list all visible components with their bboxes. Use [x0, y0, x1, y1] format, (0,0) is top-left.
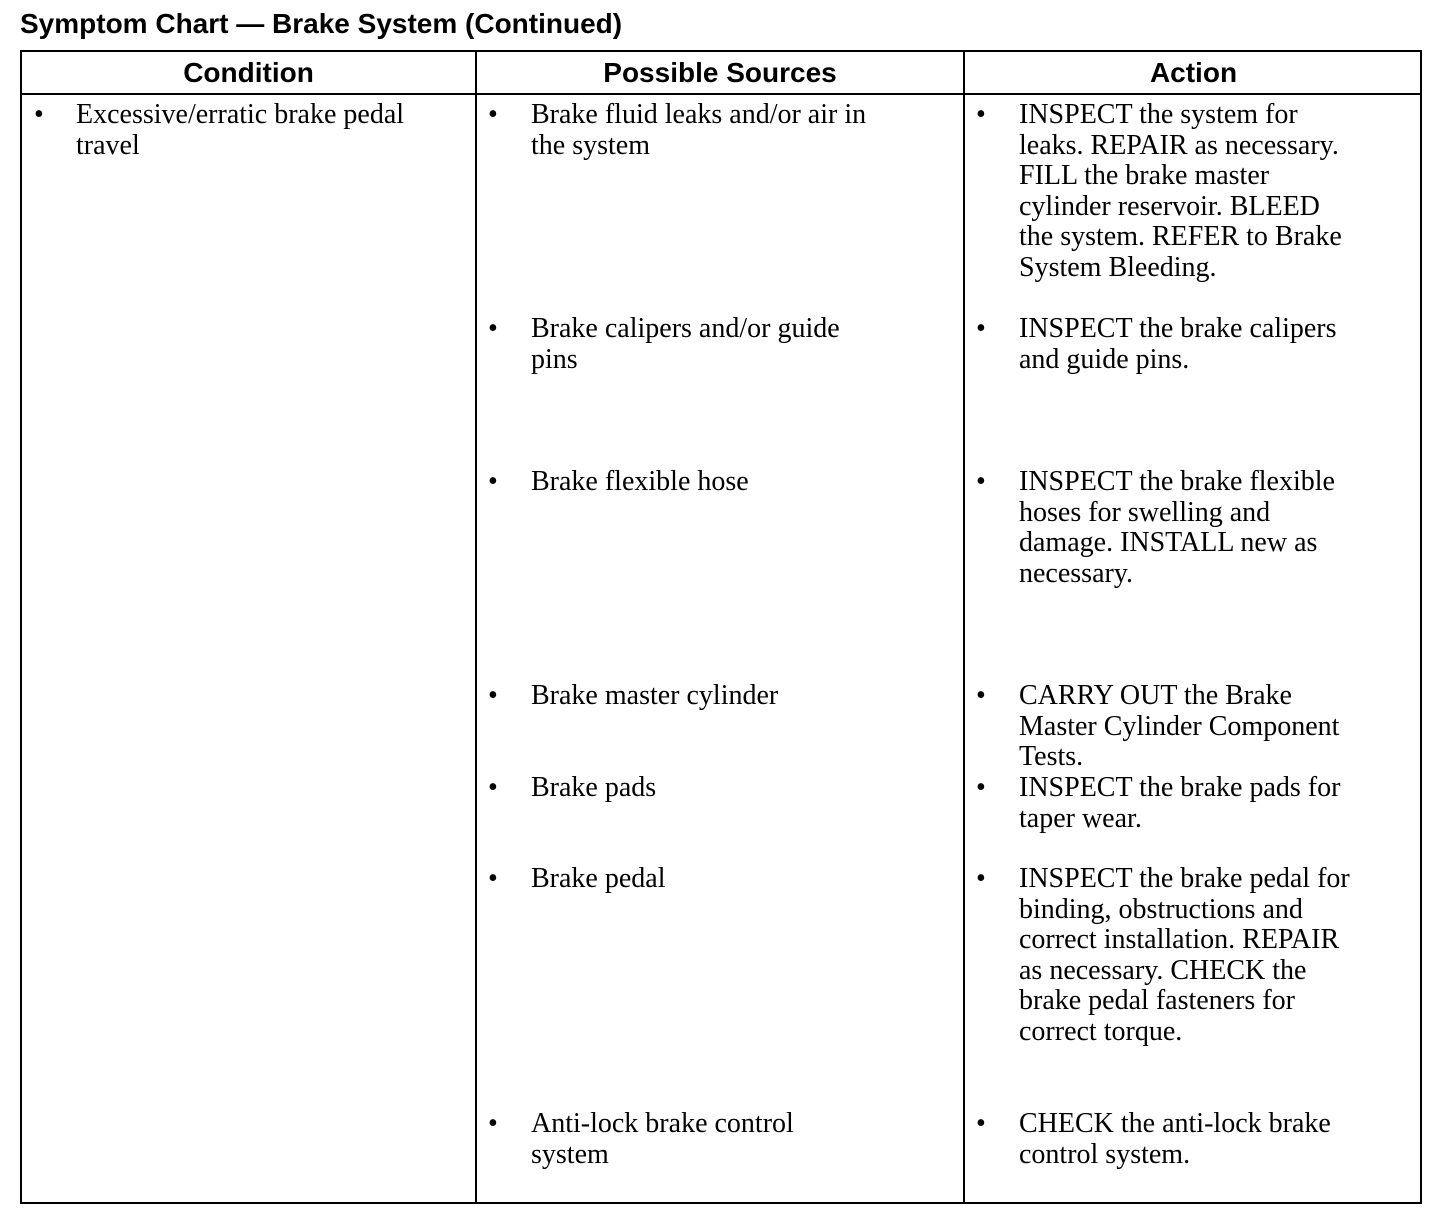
- bullet-icon: [976, 314, 990, 345]
- bullet-icon: [488, 773, 502, 804]
- action-item-line: INSPECT the brake pads for: [1019, 772, 1341, 803]
- action-item-line: the system. REFER to Brake: [1019, 221, 1342, 253]
- header-divider: [22, 93, 1420, 95]
- possible-source-item-line: Brake pedal: [531, 863, 666, 894]
- bullet-icon: [976, 773, 990, 804]
- bullet-icon: [976, 100, 990, 131]
- header-action: Action: [1149, 57, 1238, 88]
- action-item-line: control system.: [1019, 1138, 1191, 1170]
- bullet-icon: [488, 314, 502, 345]
- action-item-line: as necessary. CHECK the: [1019, 954, 1307, 986]
- action-item-line: INSPECT the brake flexible: [1019, 466, 1335, 497]
- action-item-line: and guide pins.: [1019, 343, 1190, 375]
- possible-source-item-line: Brake flexible hose: [531, 466, 749, 497]
- action-item-line: damage. INSTALL new as: [1019, 527, 1318, 559]
- condition-item-line: Excessive/erratic brake pedal: [76, 99, 405, 130]
- bullet-icon: [488, 100, 502, 131]
- action-item-line: taper wear.: [1019, 802, 1142, 834]
- possible-source-item-line: pins: [531, 343, 578, 375]
- action-item-line: CHECK the anti-lock brake: [1019, 1108, 1331, 1139]
- possible-source-item-line: Brake pads: [531, 772, 657, 803]
- action-item-line: INSPECT the system for: [1019, 99, 1298, 130]
- action-item-line: leaks. REPAIR as necessary.: [1019, 129, 1339, 161]
- possible-source-item-line: Brake calipers and/or guide: [531, 313, 840, 344]
- column-divider: [475, 52, 477, 1202]
- bullet-icon: [976, 467, 990, 498]
- column-divider: [963, 52, 965, 1202]
- action-item-line: correct installation. REPAIR: [1019, 924, 1340, 956]
- condition-item-line: travel: [76, 129, 140, 161]
- bullet-icon: [34, 100, 48, 131]
- bullet-icon: [488, 1109, 502, 1140]
- symptom-chart-table: [20, 50, 1422, 1204]
- action-item-line: INSPECT the brake calipers: [1019, 313, 1337, 344]
- action-item-line: hoses for swelling and: [1019, 496, 1271, 528]
- action-item-line: Master Cylinder Component: [1019, 710, 1340, 742]
- bullet-icon: [488, 864, 502, 895]
- action-item-line: binding, obstructions and: [1019, 893, 1303, 925]
- possible-source-item-line: the system: [531, 129, 650, 161]
- action-item-line: brake pedal fasteners for: [1019, 985, 1295, 1017]
- bullet-icon: [976, 1109, 990, 1140]
- header-possible-sources: Possible Sources: [603, 57, 837, 88]
- action-item-line: FILL the brake master: [1019, 160, 1270, 192]
- possible-source-item-line: Anti-lock brake control: [531, 1108, 794, 1139]
- action-item-line: correct torque.: [1019, 1016, 1183, 1047]
- possible-source-item-line: system: [531, 1138, 609, 1170]
- action-item-line: CARRY OUT the Brake: [1019, 680, 1292, 711]
- bullet-icon: [488, 467, 502, 498]
- bullet-icon: [976, 864, 990, 895]
- action-item-line: necessary.: [1019, 557, 1134, 589]
- page-title: Symptom Chart — Brake System (Continued): [20, 8, 623, 39]
- action-item-line: System Bleeding.: [1019, 252, 1217, 283]
- possible-source-item-line: Brake master cylinder: [531, 680, 779, 711]
- action-item-line: Tests.: [1019, 741, 1084, 773]
- possible-source-item-line: Brake fluid leaks and/or air in: [531, 99, 867, 130]
- header-condition: Condition: [183, 57, 314, 88]
- bullet-icon: [488, 681, 502, 712]
- action-item-line: cylinder reservoir. BLEED: [1019, 190, 1320, 222]
- action-item-line: INSPECT the brake pedal for: [1019, 863, 1350, 894]
- bullet-icon: [976, 681, 990, 712]
